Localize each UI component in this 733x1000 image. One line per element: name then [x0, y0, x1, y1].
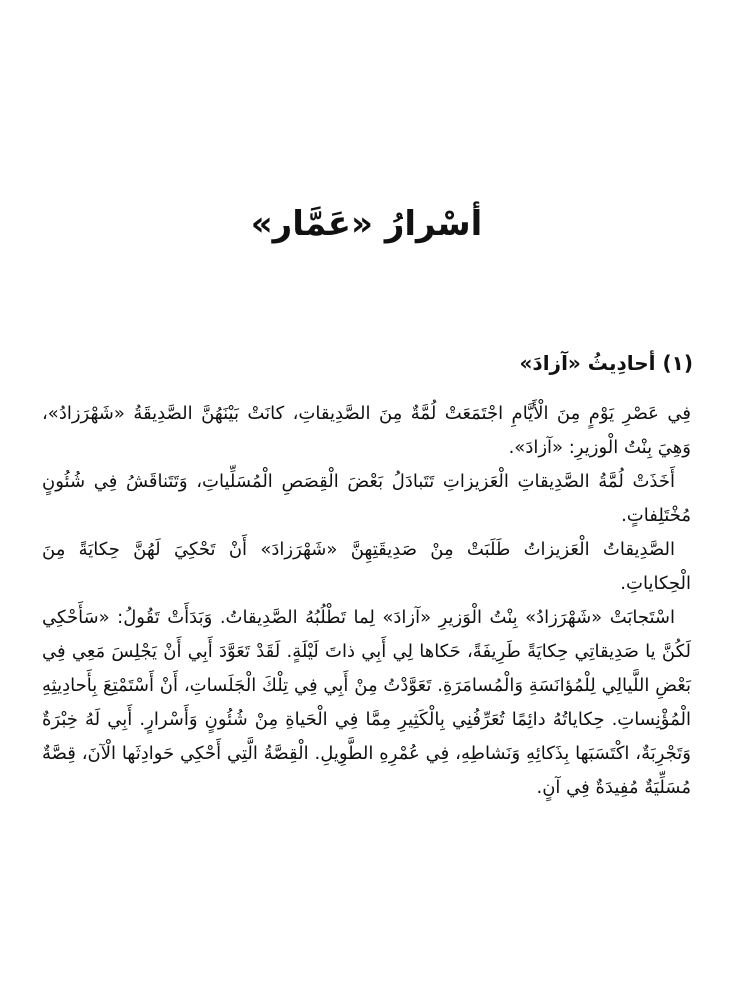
chapter-heading: (١) أحادِيثُ «آزادَ»: [519, 351, 693, 375]
paragraph-4: اسْتَجابَتْ «شَهْرَزادُ» بِنْتُ الْوَزيرِ «آزادَ» لِما تَطْلُبُهُ الصَّدِيقاتُ. وَبَدَأَتْ تَقُولُ: «سَأَحْكِي لَكُنَّ يا صَدِيقاتِي حِكايَةً طَرِيفَةً، حَكاها لِي أَبِي ذاتَ لَيْلَةٍ. لَقَدْ تَعَوَّدَ أَبِي أَنْ يَجْلِسَ مَعِي فِي بَعْضِ اللَّيالِي لِلْمُؤانَسَةِ وَالْمُسامَرَةِ. تَعَوَّدْتُ مِنْ أَبِي فِي تِلْكَ الْجَلَساتِ، أَنْ أَسْتَمْتِعَ بِأَحادِيثِهِ الْمُؤْنِساتِ. حِكاياتُهُ دائِمًا تُعَرِّفُنِي بِالْكَثِيرِ مِمَّا فِي الْحَياةِ مِنْ شُئُونٍ وَأَسْرارٍ. أَبِي لَهُ خِبْرَةٌ وَتَجْرِبَةٌ، اكْتَسَبَها بِذَكائِهِ وَنَشاطِهِ، فِي عُمْرِهِ الطَّوِيلِ. الْقِصَّةُ الَّتِي أَحْكِي حَوادِثَها الْآنَ، قِصَّةٌ مُسَلِّيَةٌ مُفِيدَةٌ فِي آنٍ.: [42, 607, 691, 798]
paragraph-2: أَخَذَتْ لُمَّةُ الصَّدِيقاتِ الْعَزيزاتِ تَتَبادَلُ بَعْضَ الْقِصَصِ الْمُسَلِّياتِ، وَتَتَناقَشُ فِي شُئُونٍ مُخْتَلِفاتٍ.: [42, 471, 691, 526]
paragraph-1: فِي عَصْرِ يَوْمٍ مِنَ الْأَيَّامِ اجْتَمَعَتْ لُمَّةٌ مِنَ الصَّدِيقاتِ، كانَتْ بَيْنَهُنَّ الصَّدِيقَةُ «شَهْرَزادُ»، وَهِيَ بِنْتُ الْوزيرِ: «آزادَ».: [42, 403, 691, 458]
chapter-body: [42, 397, 691, 805]
paragraph-3: الصَّدِيقاتُ الْعَزيزاتُ طَلَبَتْ مِنْ صَدِيقَتِهِنَّ «شَهْرَزادَ» أَنْ تَحْكِيَ لَهُنَّ حِكايَةً مِنَ الْحِكاياتِ.: [42, 539, 691, 594]
page-title: أسْرارُ «عَمَّار»: [250, 204, 483, 244]
